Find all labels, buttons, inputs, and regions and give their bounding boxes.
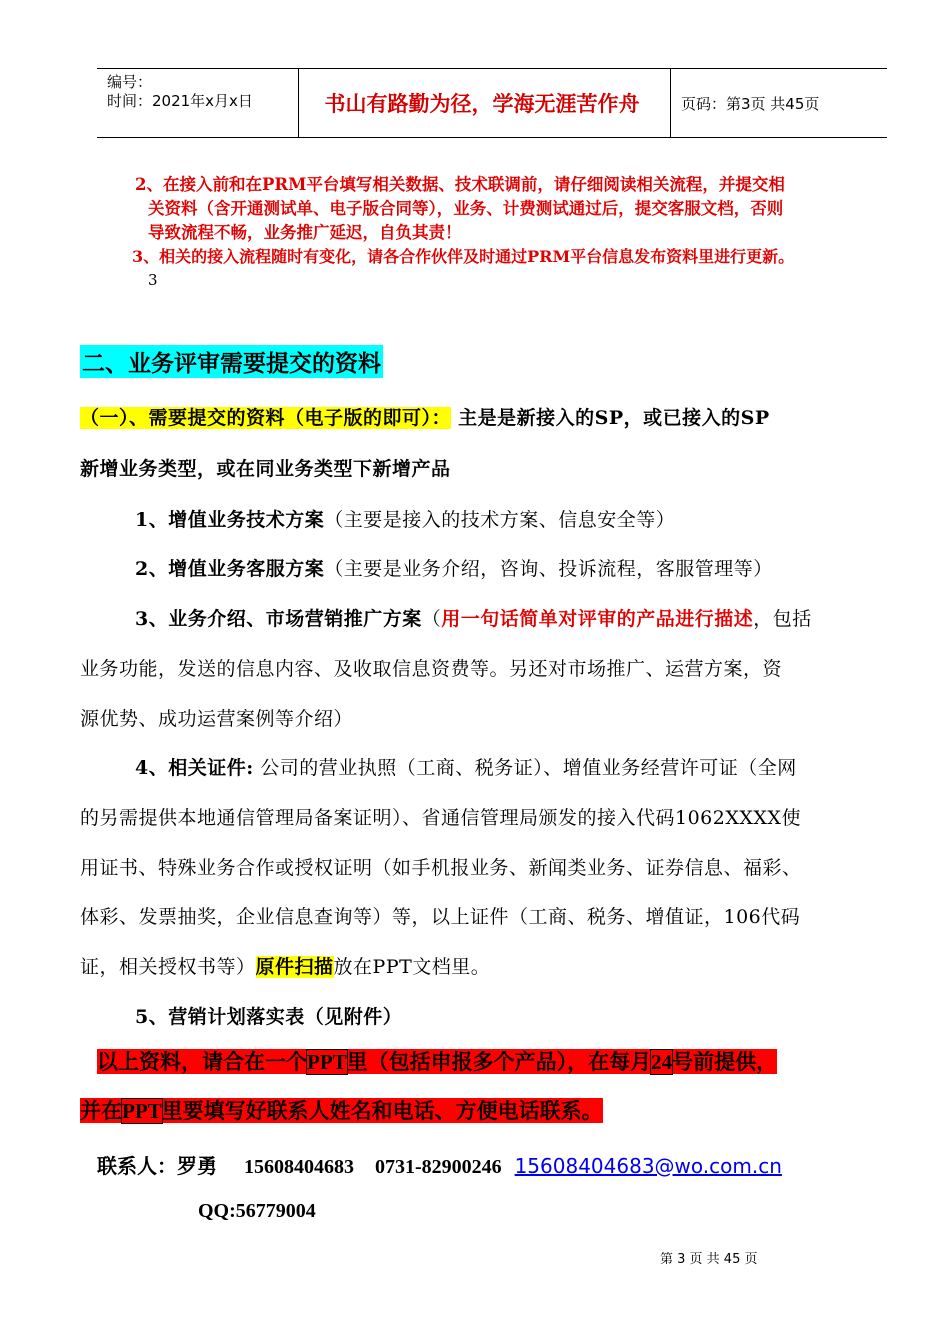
item-1-desc: （主要是接入的技术方案、信息安全等） bbox=[324, 509, 676, 531]
header-meta bbox=[107, 73, 253, 111]
item-4-line-5 bbox=[80, 952, 490, 979]
item-1-title: 1、增值业务技术方案 bbox=[135, 509, 325, 531]
item-4-line-5-a: 证，相关授权书等） bbox=[80, 956, 256, 978]
notice-1-b: 里（包括申报多个产品），在每月 bbox=[346, 1049, 652, 1074]
item-2-desc: （主要是业务介绍，咨询、投诉流程，客服管理等） bbox=[324, 558, 773, 580]
note-2-line-2: 关资料（含开通测试单、电子版合同等），业务、计费测试通过后，提交客服文档，否则 bbox=[148, 199, 784, 218]
notice-2-a: 并在 bbox=[80, 1098, 122, 1123]
item-4 bbox=[135, 753, 797, 780]
item-3-line-3: 源优势、成功运营案例等介绍） bbox=[80, 708, 354, 730]
item-4-line-5-b: 放在PPT文档里。 bbox=[333, 956, 491, 978]
item-3-paren: （ bbox=[421, 608, 442, 630]
time-label: 时间：2021年x月x日 bbox=[107, 92, 253, 110]
notice-1-c: 号前提供， bbox=[672, 1049, 778, 1074]
contact-mobile: 15608404683 bbox=[243, 1156, 354, 1178]
notice-2-ppt: PPT bbox=[122, 1099, 162, 1123]
header-divider bbox=[670, 69, 671, 137]
notice-line-2 bbox=[80, 1095, 603, 1125]
sub-heading bbox=[80, 403, 770, 430]
item-4-title: 4、相关证件: bbox=[135, 757, 254, 779]
section-title: 二、业务评审需要提交的资料 bbox=[80, 345, 383, 378]
item-4-desc: 公司的营业执照（工商、税务证）、增值业务经营许可证（全网 bbox=[253, 757, 797, 779]
footer-page: 第 3 页 共 45 页 bbox=[660, 1252, 758, 1267]
note-2-line-3: 导致流程不畅，业务推广延迟，自负其责！ bbox=[148, 223, 462, 242]
contact-line bbox=[97, 1150, 782, 1179]
item-1 bbox=[135, 505, 675, 532]
contact-email-link[interactable]: 15608404683@wo.com.cn bbox=[514, 1154, 782, 1178]
contact-phone: 0731-82900246 bbox=[374, 1156, 502, 1178]
item-4-line-3: 用证书、特殊业务合作或授权证明（如手机报业务、新闻类业务、证券信息、福彩、 bbox=[80, 857, 802, 879]
sub-heading-rest: 主是是新接入的SP，或已接入的SP bbox=[451, 407, 770, 429]
item-3-title: 3、业务介绍、市场营销推广方案 bbox=[135, 608, 422, 630]
header-motto: 书山有路勤为径，学海无涯苦作舟 bbox=[324, 91, 640, 116]
sub-heading-highlight: （一）、需要提交的资料（电子版的即可）： bbox=[80, 407, 452, 429]
item-5: 5、营销计划落实表（见附件） bbox=[135, 1006, 403, 1028]
code-label: 编号： bbox=[107, 73, 153, 91]
notice-1-num: 24 bbox=[651, 1050, 673, 1074]
scan-highlight: 原件扫描 bbox=[255, 956, 334, 978]
notice-2-b: 里要填写好联系人姓名和电话、方便电话联系。 bbox=[161, 1098, 603, 1123]
item-2-title: 2、增值业务客服方案 bbox=[135, 558, 325, 580]
stray-number: 3 bbox=[148, 271, 158, 289]
notice-line-1 bbox=[97, 1046, 777, 1076]
item-4-line-4: 体彩、发票抽奖，企业信息查询等）等，以上证件（工商、税务、增值证，106代码 bbox=[80, 906, 801, 928]
item-3-red-text: 用一句话简单对评审的产品进行描述 bbox=[441, 608, 754, 630]
header-page-info: 页码：第3页 共45页 bbox=[681, 94, 820, 113]
contact-label: 联系人：罗勇 bbox=[97, 1154, 217, 1178]
notice-1-ppt: PPT bbox=[307, 1050, 347, 1074]
contact-qq: QQ:56779004 bbox=[198, 1200, 316, 1222]
item-2 bbox=[135, 554, 773, 581]
note-3: 3、相关的接入流程随时有变化，请各合作伙伴及时通过PRM平台信息发布资料里进行更新。 bbox=[132, 247, 795, 266]
sub-heading-line-2: 新增业务类型，或在同业务类型下新增产品 bbox=[80, 458, 451, 480]
item-3 bbox=[135, 604, 812, 631]
item-3-rest: ，包括 bbox=[753, 608, 812, 630]
document-header bbox=[97, 68, 887, 138]
item-4-line-2: 的另需提供本地通信管理局备案证明）、省通信管理局颁发的接入代码1062XXXX使 bbox=[80, 807, 801, 829]
item-3-line-2: 业务功能，发送的信息内容、及收取信息资费等。另还对市场推广、运营方案，资 bbox=[80, 658, 783, 680]
notice-1-a: 以上资料，请合在一个 bbox=[97, 1049, 307, 1074]
note-2-line-1: 2、在接入前和在PRM平台填写相关数据、技术联调前，请仔细阅读相关流程，并提交相 bbox=[135, 175, 785, 194]
